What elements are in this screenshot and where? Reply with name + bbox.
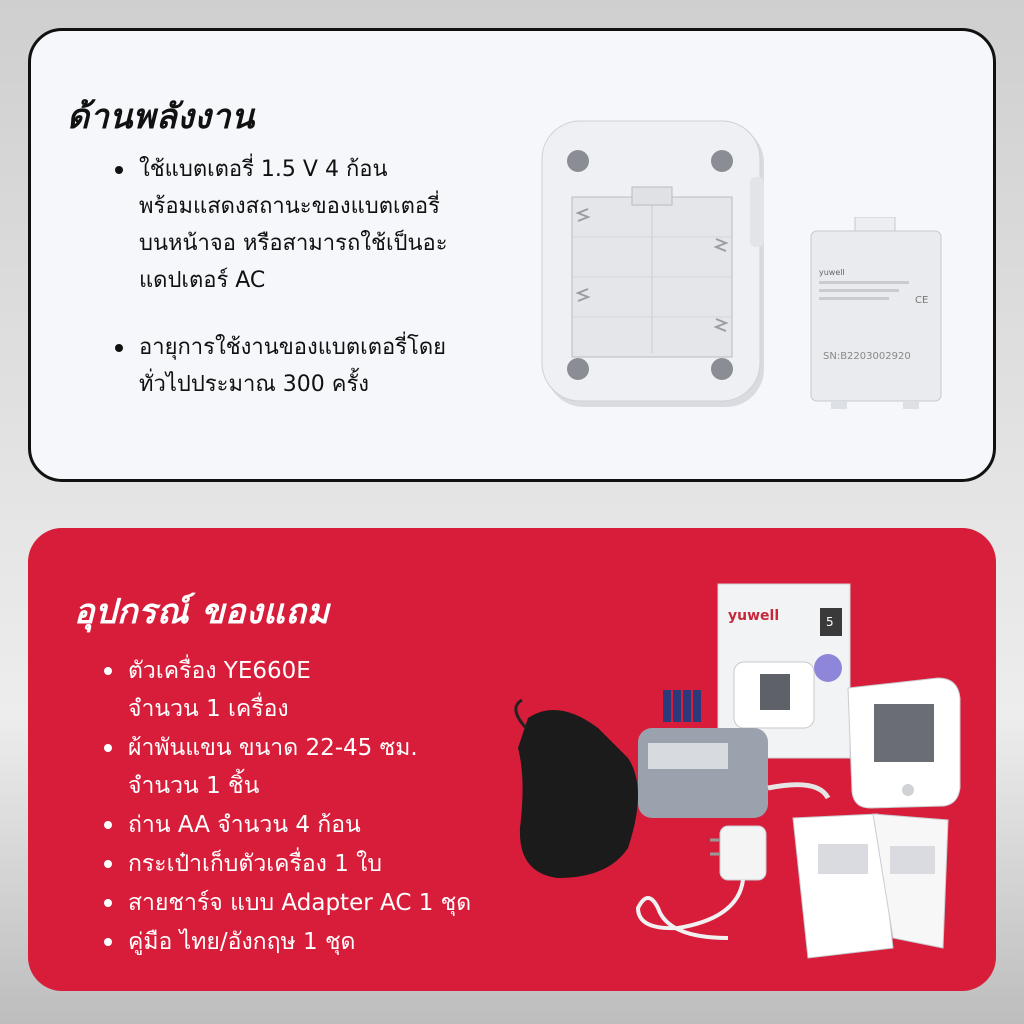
text-line: กระเป๋าเก็บตัวเครื่อง 1 ใบ [128, 851, 382, 877]
cover-brand: yuwell [819, 268, 845, 277]
text-line: ตัวเครื่อง YE660E [128, 658, 311, 684]
power-bullet-batteries [111, 151, 511, 299]
power-bullets [111, 151, 511, 433]
power-card [28, 28, 996, 482]
battery-cover-image [803, 217, 953, 417]
text-line: ผ้าพันแขน ขนาด 22-45 ซม. [128, 735, 418, 761]
device-battery-compartment-image [536, 117, 801, 417]
text-line: ทั่วไปประมาณ 300 ครั้ง [139, 372, 370, 397]
text-line: ใช้แบตเตอรี่ 1.5 V 4 ก้อน [139, 157, 388, 182]
power-title: ด้านพลังงาน [67, 97, 255, 137]
text-line: จำนวน 1 เครื่อง [128, 696, 289, 722]
text-line: พร้อมแสดงสถานะของแบตเตอรี่ [139, 194, 440, 219]
svg-text:CE: CE [915, 295, 929, 306]
text-line: สายชาร์จ แบบ Adapter AC 1 ชุด [128, 890, 472, 916]
box-brand: yuwell [728, 608, 780, 624]
text-line: อายุการใช้งานของแบตเตอรี่โดย [139, 335, 447, 360]
text-line: ถ่าน AA จำนวน 4 ก้อน [128, 812, 361, 838]
text-line: แดปเตอร์ AC [139, 268, 266, 293]
text-line: คู่มือ ไทย/อังกฤษ 1 ชุด [128, 929, 356, 955]
text-line: จำนวน 1 ชิ้น [128, 773, 260, 799]
accessories-bundle-image [498, 578, 978, 978]
power-bullet-battery-life [111, 329, 511, 403]
warranty-years: 5 [826, 615, 834, 629]
accessories-title: อุปกรณ์ ของแถม [74, 592, 330, 632]
cover-serial: SN:B2203002920 [823, 351, 911, 362]
accessories-card [28, 528, 996, 991]
text-line: บนหน้าจอ หรือสามารถใช้เป็นอะ [139, 231, 448, 256]
